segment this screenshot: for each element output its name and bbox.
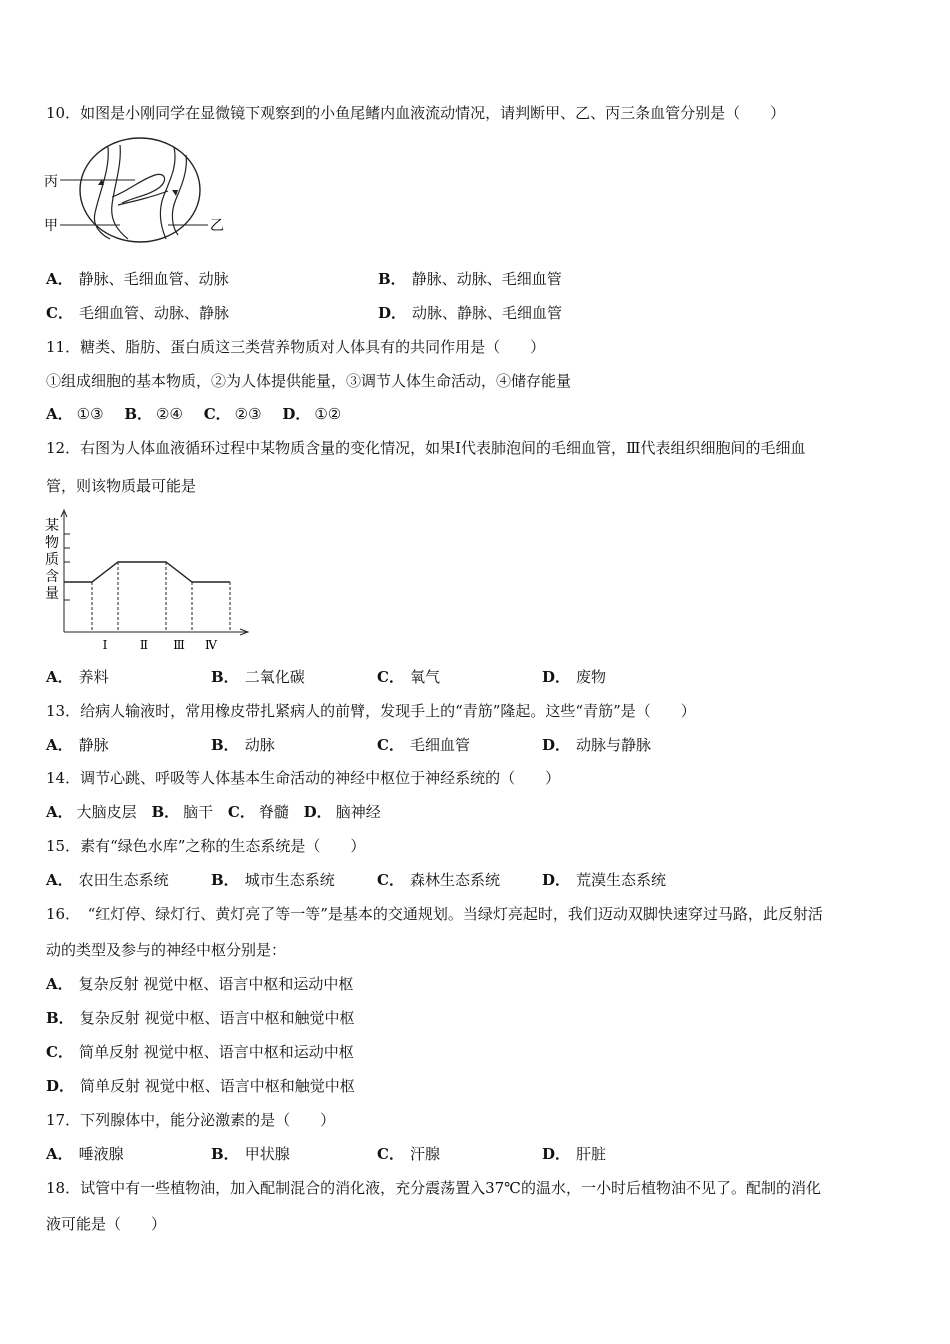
ylabel-char: 物	[45, 535, 59, 551]
x-tick-label: Ⅳ	[205, 638, 217, 652]
x-tick-label: Ⅰ	[102, 638, 108, 652]
q15-option-b[interactable]: B． 城市生态系统	[211, 871, 335, 889]
y-ticks	[64, 534, 70, 600]
q17-option-a[interactable]: A． 唾液腺	[46, 1145, 124, 1163]
q17-stem: 17．下列腺体中，能分泌激素的是（ ）	[46, 1111, 336, 1129]
q13-option-c[interactable]: C． 毛细血管	[377, 736, 470, 754]
q11-stem: 11．糖类、脂肪、蛋白质这三类营养物质对人体具有的共同作用是（ ）	[46, 338, 546, 356]
q14-options	[46, 802, 381, 822]
q16-option-c[interactable]: C． 简单反射 视觉中枢、语言中枢和运动中枢	[46, 1043, 354, 1061]
q12-option-a[interactable]: A． 养料	[46, 668, 109, 686]
q10-option-c[interactable]: C． 毛细血管、动脉、静脉	[46, 304, 229, 322]
q18-stem-line2: 液可能是（ ）	[46, 1215, 167, 1233]
content-line	[64, 562, 230, 582]
q14-option-b[interactable]: B． 脑干	[151, 803, 214, 821]
q12-stem-line2: 管，则该物质最可能是	[46, 477, 197, 495]
dashed-guides	[92, 562, 230, 632]
q14-option-c[interactable]: C． 脊髓	[227, 803, 289, 821]
q15-option-d[interactable]: D． 荒漠生态系统	[542, 871, 667, 889]
label-yi: 乙	[210, 218, 224, 234]
q10-option-a[interactable]: A． 静脉、毛细血管、动脉	[46, 270, 229, 288]
q16-stem-line2: 动的类型及参与的神经中枢分别是：	[46, 941, 287, 959]
q18-stem-line1: 18．试管中有一些植物油，加入配制混合的消化液，充分震荡置入37℃的温水，一小时后植物油不见了。配制的消化	[46, 1179, 821, 1197]
q14-option-a[interactable]: A． 大脑皮层	[46, 803, 137, 821]
q11-sub: ①组成细胞的基本物质，②为人体提供能量，③调节人体生命活动，④储存能量	[46, 372, 572, 390]
q17-option-c[interactable]: C． 汗腺	[377, 1145, 440, 1163]
q11-options	[46, 404, 341, 424]
x-tick-label: Ⅱ	[139, 638, 149, 652]
q13-stem: 13．给病人输液时，常用橡皮带扎紧病人的前臂，发现手上的“青筋”隆起。这些“青筋”是（ ）	[46, 702, 696, 720]
q14-option-d[interactable]: D． 脑神经	[303, 803, 381, 821]
q13-option-a[interactable]: A． 静脉	[46, 736, 109, 754]
x-tick-label: Ⅲ	[173, 638, 185, 652]
q12-stem-line1: 12．右图为人体血液循环过程中某物质含量的变化情况，如果Ⅰ代表肺泡间的毛细血管，Ⅲ代表组织细胞间的毛细血	[46, 439, 806, 457]
label-bing: 丙	[44, 174, 58, 190]
q12-option-d[interactable]: D． 废物	[542, 668, 607, 686]
q11-option-a[interactable]: A． ①③	[46, 405, 104, 423]
ylabel-char: 质	[45, 552, 59, 568]
q17-option-d[interactable]: D． 肝脏	[542, 1145, 607, 1163]
q10-option-b[interactable]: B． 静脉、动脉、毛细血管	[378, 270, 562, 288]
q13-option-b[interactable]: B． 动脉	[211, 736, 275, 754]
ylabel-char: 某	[45, 518, 59, 534]
label-jia: 甲	[44, 218, 58, 234]
q12-chart	[40, 508, 255, 656]
q15-option-a[interactable]: A． 农田生态系统	[46, 871, 169, 889]
q12-option-b[interactable]: B． 二氧化碳	[211, 668, 305, 686]
q10-option-d[interactable]: D． 动脉、静脉、毛细血管	[378, 304, 563, 322]
ylabel-char: 含	[45, 569, 59, 585]
ylabel-char: 量	[45, 586, 59, 602]
q10-stem: 10．如图是小刚同学在显微镜下观察到的小鱼尾鳍内血液流动情况，请判断甲、乙、丙三条血管分别是（ ）	[46, 104, 786, 122]
q13-option-d[interactable]: D． 动脉与静脉	[542, 736, 652, 754]
q17-option-b[interactable]: B． 甲状腺	[211, 1145, 290, 1163]
q10-fish-tail-figure	[40, 135, 230, 247]
q11-option-d[interactable]: D． ①②	[282, 405, 342, 423]
q16-option-a[interactable]: A． 复杂反射 视觉中枢、语言中枢和运动中枢	[46, 975, 354, 993]
q16-stem-line1: 16． “红灯停、绿灯行、黄灯亮了等一等”是基本的交通规划。当绿灯亮起时，我们迈动双脚快速穿过马路，此反射活	[46, 905, 823, 923]
q12-option-c[interactable]: C． 氧气	[377, 668, 440, 686]
q11-option-b[interactable]: B． ②④	[124, 405, 183, 423]
q16-option-d[interactable]: D． 简单反射 视觉中枢、语言中枢和触觉中枢	[46, 1077, 355, 1095]
q15-option-c[interactable]: C． 森林生态系统	[377, 871, 500, 889]
q11-option-c[interactable]: C． ②③	[203, 405, 262, 423]
q16-option-b[interactable]: B． 复杂反射 视觉中枢、语言中枢和触觉中枢	[46, 1009, 355, 1027]
q14-stem: 14．调节心跳、呼吸等人体基本生命活动的神经中枢位于神经系统的（ ）	[46, 769, 561, 787]
chart-ylabel	[45, 517, 59, 602]
q15-stem: 15．素有“绿色水库”之称的生态系统是（ ）	[46, 837, 366, 855]
